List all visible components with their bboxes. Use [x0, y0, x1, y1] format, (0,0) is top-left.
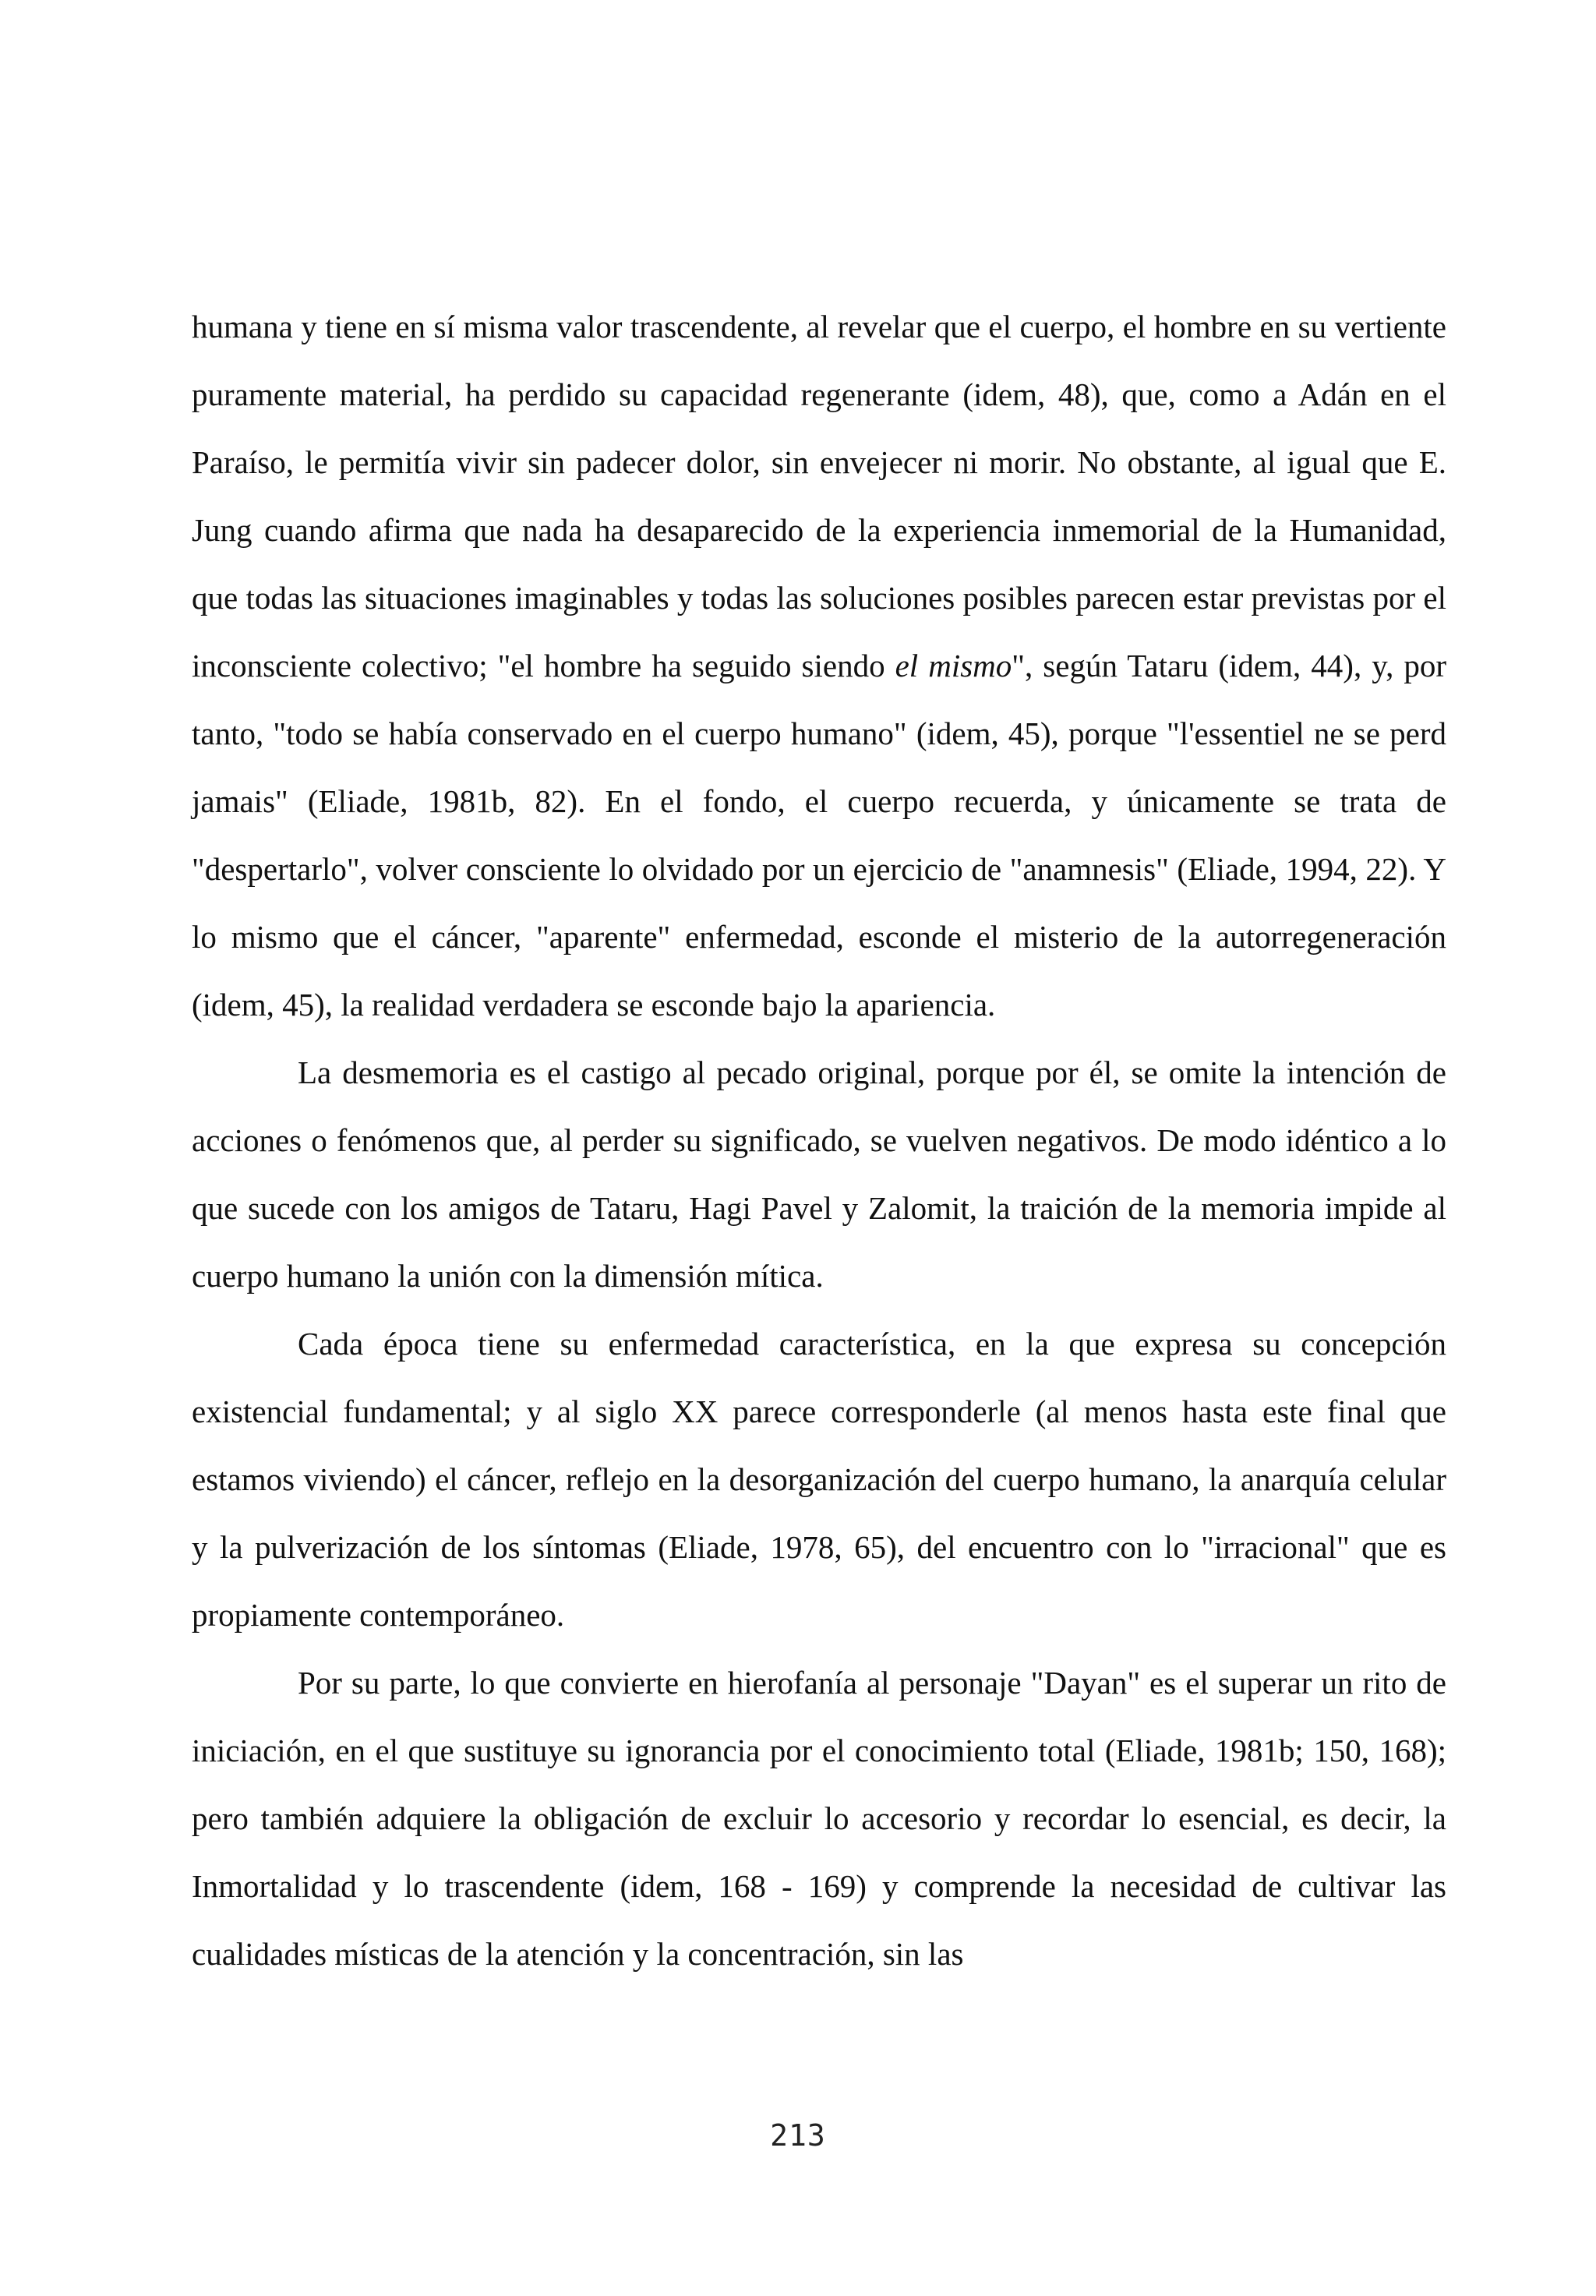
paragraph-4 — [192, 1649, 1446, 1988]
page-number: 213 — [770, 2118, 826, 2153]
paragraph-2 — [192, 1039, 1446, 1310]
paragraph-2-text: La desmemoria es el castigo al pecado original, porque por él, se omite la intención de acciones o fenómenos que, al perder su significado, se vuelven negativos. De modo idéntico a lo que sucede con los amigos de Tataru, Hagi Pavel y Zalomit, la traición de la memoria impide al cuerpo humano la unión con la dimensión mítica. — [192, 1054, 1446, 1294]
paragraph-4-text: Por su parte, lo que convierte en hierofanía al personaje "Dayan" es el superar un rito de iniciación, en el que sustituye su ignorancia por el conocimiento total (Eliade, 1981b; 150, 168); pero también adquiere la obligación de excluir lo accesorio y recordar lo esencial, es decir, la Inmortalidad y lo trascendente (idem, 168 - 169) y comprende la necesidad de cultivar las cualidades místicas de la atención y la concentración, sin las — [192, 1665, 1446, 1972]
paragraph-3 — [192, 1310, 1446, 1649]
paragraph-1-text-a: humana y tiene en sí misma valor trascendente, al revelar que el cuerpo, el hombre en su vertiente puramente material, ha perdido su capacidad regenerante (idem, 48), que, como a Adán en el Paraíso, le permitía vivir sin padecer dolor, sin envejecer ni morir. No obstante, al igual que E. Jung cuando afirma que nada ha desaparecido de la experiencia inmemorial de la Humanidad, que todas las situaciones imaginables y todas las soluciones posibles parecen estar previstas por el inconsciente colectivo; "el hombre ha seguido siendo — [192, 309, 1446, 684]
document-page — [192, 293, 1446, 1988]
paragraph-1 — [192, 293, 1446, 1039]
paragraph-1-italic-phrase: el mismo — [895, 648, 1012, 684]
paragraph-3-text: Cada época tiene su enfermedad característica, en la que expresa su concepción existencial fundamental; y al siglo XX parece corresponderle (al menos hasta este final que estamos viviendo) el cáncer, reflejo en la desorganización del cuerpo humano, la anarquía celular y la pulverización de los síntomas (Eliade, 1978, 65), del encuentro con lo "irracional" que es propiamente contemporáneo. — [192, 1326, 1446, 1633]
paragraph-1-text-b: ", según Tataru (idem, 44), y, por tanto, "todo se había conservado en el cuerpo humano" (idem, 45), porque "l'essentiel ne se perd jamais" (Eliade, 1981b, 82). En el fondo, el cuerpo recuerda, y únicamente se trata de "despertarlo", volver consciente lo olvidado por un ejercicio de "anamnesis" (Eliade, 1994, 22). Y lo mismo que el cáncer, "aparente" enfermedad, esconde el misterio de la autorregeneración (idem, 45), la realidad verdadera se esconde bajo la apariencia. — [192, 648, 1446, 1023]
